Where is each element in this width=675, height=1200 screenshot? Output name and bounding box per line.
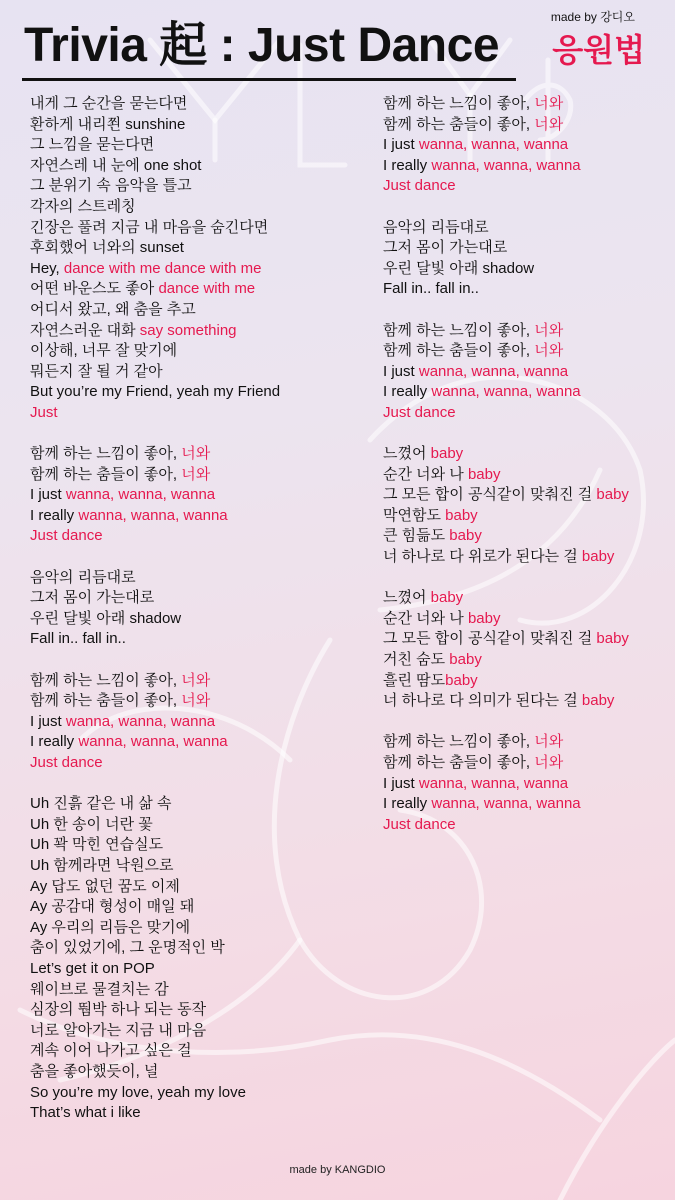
lyric-highlight: 너와: [534, 754, 564, 771]
lyric-line: [30, 197, 360, 218]
lyric-highlight: 너와: [181, 465, 211, 483]
lyric-highlight: baby: [430, 589, 464, 607]
lyric-text: But you’re my Friend, yeah my Friend: [30, 383, 281, 401]
header: [0, 0, 675, 90]
lyric-text: I really: [383, 383, 432, 401]
lyric-line: [383, 94, 668, 115]
lyric-highlight: 너와: [534, 733, 564, 751]
lyric-highlight: wanna, wanna, wanna: [78, 506, 228, 524]
lyric-highlight: wanna, wanna, wanna: [65, 712, 216, 730]
lyric-line: [383, 279, 668, 300]
lyric-text: Uh 한 송이 너란 꽃: [30, 815, 153, 833]
lyric-line: [383, 115, 668, 136]
lyric-text: 함께 하는 춤들이 좋아,: [383, 342, 535, 360]
lyric-text: 함께 하는 춤들이 좋아,: [383, 754, 535, 771]
lyric-line: [30, 794, 360, 815]
lyric-line: [30, 341, 360, 362]
cheer-guide-badge: 응원법: [552, 31, 645, 69]
lyric-text: I just: [30, 486, 66, 504]
lyric-highlight: baby: [581, 548, 615, 566]
lyric-text: 순간 너와 나: [383, 465, 468, 483]
lyric-line: [383, 609, 668, 630]
lyric-text: I really: [383, 795, 432, 813]
lyric-text: 함께 하는 춤들이 좋아,: [30, 465, 182, 483]
lyric-text: 느꼈어: [383, 589, 431, 607]
lyric-spacer: [30, 424, 360, 445]
lyric-text: Ay 공감대 형성이 매일 돼: [30, 898, 195, 916]
lyrics-column-left: [30, 94, 360, 1124]
lyric-text: Fall in.. fall in..: [383, 280, 479, 298]
lyric-spacer: [383, 568, 668, 589]
lyric-text: 순간 너와 나: [383, 609, 468, 627]
lyric-line: [383, 382, 668, 403]
lyric-highlight: baby: [449, 527, 482, 545]
lyric-text: Uh 함께라면 낙원으로: [30, 856, 174, 874]
lyric-line: [383, 547, 668, 568]
lyric-line: [383, 774, 668, 795]
lyric-line: [30, 403, 360, 424]
lyric-text: 우린 달빛 아래 shadow: [383, 259, 535, 277]
lyric-highlight: baby: [581, 692, 615, 710]
lyric-highlight: dance with me dance with me: [63, 259, 262, 277]
lyric-text: Uh 진흙 같은 내 삶 속: [30, 795, 172, 813]
lyric-line: [30, 382, 360, 403]
lyric-text: 웨이브로 물결치는 감: [30, 980, 169, 998]
lyric-line: [30, 156, 360, 177]
lyric-text: 너로 알아가는 지금 내 마음: [30, 1021, 207, 1039]
lyric-highlight: say something: [139, 321, 237, 339]
lyric-text: I just: [383, 136, 419, 154]
lyric-line: [383, 732, 668, 753]
lyric-line: [383, 238, 668, 259]
lyric-line: [30, 1021, 360, 1042]
lyric-line: [30, 218, 360, 239]
lyric-line: [30, 588, 360, 609]
lyric-line: [383, 321, 668, 342]
lyric-text: 함께 하는 느낌이 좋아,: [30, 671, 182, 689]
lyric-line: [30, 897, 360, 918]
lyric-highlight: baby: [467, 465, 501, 483]
lyric-text: 각자의 스트레칭: [30, 197, 136, 215]
lyric-text: 이상해, 너무 잘 맞기에: [30, 342, 178, 360]
lyric-spacer: [383, 300, 668, 321]
lyric-line: [383, 135, 668, 156]
lyric-line: [383, 485, 668, 506]
lyric-text: 음악의 리듬대로: [30, 568, 136, 586]
lyric-spacer: [383, 424, 668, 445]
lyric-line: [30, 629, 360, 650]
footer-credit: made by KANGDIO: [289, 1164, 386, 1176]
lyric-text: Hey,: [30, 259, 64, 277]
lyric-line: [30, 732, 360, 753]
lyric-text: 춤이 있었기에, 그 운명적인 박: [30, 939, 225, 957]
lyric-highlight: wanna, wanna, wanna: [65, 486, 216, 504]
lyric-line: [30, 712, 360, 733]
lyric-highlight: baby: [430, 445, 464, 463]
lyric-text: 함께 하는 춤들이 좋아,: [383, 115, 535, 133]
lyric-spacer: [383, 197, 668, 218]
lyric-highlight: 너와: [181, 671, 211, 689]
lyrics-column-right: [383, 94, 668, 835]
lyric-text: 너 하나로 다 위로가 된다는 걸: [383, 548, 582, 566]
lyric-text: 우린 달빛 아래 shadow: [30, 609, 182, 627]
lyric-line: [30, 609, 360, 630]
lyric-text: 그 모든 합이 공식같이 맞춰진 걸: [383, 486, 597, 504]
lyric-text: 큰 힘듦도: [383, 527, 450, 545]
lyric-text: 계속 이어 나가고 싶은 걸: [30, 1042, 192, 1060]
lyric-line: [30, 815, 360, 836]
lyric-text: 어떤 바운스도 좋아: [30, 280, 159, 298]
lyric-line: [383, 753, 668, 774]
lyric-text: I just: [383, 362, 419, 380]
lyric-text: 함께 하는 느낌이 좋아,: [383, 733, 535, 751]
lyric-highlight: wanna, wanna, wanna: [418, 362, 569, 380]
lyric-line: [30, 856, 360, 877]
lyric-line: [30, 877, 360, 898]
lyric-text: 환하게 내리쬔 sunshine: [30, 115, 186, 133]
lyric-line: [383, 526, 668, 547]
lyric-text: 자연스러운 대화: [30, 321, 140, 339]
lyric-line: [30, 485, 360, 506]
lyric-text: 그저 몸이 가는대로: [30, 589, 155, 607]
lyric-line: [30, 980, 360, 1001]
lyric-line: [30, 568, 360, 589]
lyric-highlight: 너와: [181, 445, 211, 463]
lyric-text: 심장의 뛈박 하나 되는 동작: [30, 1001, 207, 1019]
lyric-text: So you’re my love, yeah my love: [30, 1083, 246, 1101]
lyric-line: [383, 691, 668, 712]
lyric-line: [383, 588, 668, 609]
lyric-text: 함께 하는 느낌이 좋아,: [30, 445, 182, 463]
lyric-text: 그 느낌을 묻는다면: [30, 136, 155, 154]
lyric-text: 함께 하는 느낌이 좋아,: [383, 321, 535, 339]
lyric-line: [30, 526, 360, 547]
lyric-highlight: baby: [445, 671, 478, 689]
lyric-line: [30, 1103, 360, 1124]
lyric-highlight: 너와: [534, 115, 564, 133]
lyric-text: 어디서 왔고, 왜 춤을 추고: [30, 300, 196, 318]
lyric-line: [30, 938, 360, 959]
lyric-highlight: wanna, wanna, wanna: [418, 136, 569, 154]
lyric-text: 뭐든지 잘 될 거 같아: [30, 362, 163, 380]
made-by-label: made by 강디오: [550, 10, 635, 24]
lyric-line: [383, 176, 668, 197]
lyric-line: [383, 815, 668, 836]
lyric-line: [30, 259, 360, 280]
lyric-text: 긴장은 풀려 지금 내 마음을 숨긴다면: [30, 218, 269, 236]
lyric-text: 그저 몸이 가는대로: [383, 239, 508, 257]
lyric-text: I just: [30, 712, 66, 730]
lyric-line: [30, 671, 360, 692]
lyric-highlight: 너와: [534, 321, 564, 339]
lyric-text: 그 분위기 속 음악을 틀고: [30, 177, 192, 195]
lyric-highlight: baby: [596, 486, 629, 504]
lyric-text: 음악의 리듬대로: [383, 218, 489, 236]
lyric-line: [30, 238, 360, 259]
lyric-highlight: baby: [445, 506, 478, 524]
lyric-text: I just: [383, 774, 419, 792]
lyric-highlight: 너와: [181, 692, 211, 710]
lyric-highlight: Just dance: [30, 527, 103, 545]
lyric-text: Ay 우리의 리듬은 맞기에: [30, 918, 191, 936]
lyric-highlight: baby: [596, 630, 629, 648]
lyric-highlight: Just: [30, 403, 58, 421]
lyric-line: [383, 465, 668, 486]
lyric-highlight: dance with me: [158, 280, 256, 298]
lyric-highlight: Just dance: [30, 754, 103, 771]
lyric-text: 흘린 땀도: [383, 671, 446, 689]
lyric-line: [30, 321, 360, 342]
lyric-highlight: Just dance: [383, 815, 456, 833]
lyric-highlight: wanna, wanna, wanna: [431, 383, 581, 401]
lyric-line: [30, 1083, 360, 1104]
lyric-line: [383, 156, 668, 177]
lyric-line: [30, 465, 360, 486]
lyric-line: [30, 1062, 360, 1083]
lyric-line: [30, 279, 360, 300]
lyric-text: 막연함도: [383, 506, 446, 524]
lyric-line: [383, 259, 668, 280]
lyric-text: 자연스레 내 눈에 one shot: [30, 156, 202, 174]
lyric-line: [383, 794, 668, 815]
lyric-line: [30, 94, 360, 115]
lyric-spacer: [383, 712, 668, 733]
lyric-line: [30, 362, 360, 383]
lyric-text: 너 하나로 다 의미가 된다는 걸: [383, 692, 582, 710]
lyric-text: I really: [383, 156, 432, 174]
lyric-spacer: [30, 774, 360, 795]
lyric-text: I really: [30, 506, 79, 524]
lyric-text: 내게 그 순간을 묻는다면: [30, 95, 188, 112]
lyric-line: [383, 506, 668, 527]
lyric-line: [30, 300, 360, 321]
lyric-highlight: wanna, wanna, wanna: [78, 733, 228, 751]
lyric-line: [383, 629, 668, 650]
lyric-text: 거친 숨도: [383, 651, 450, 669]
lyric-line: [383, 671, 668, 692]
lyric-highlight: baby: [467, 609, 501, 627]
lyric-line: [383, 403, 668, 424]
lyric-text: 그 모든 합이 공식같이 맞춰진 걸: [383, 630, 597, 648]
lyric-line: [30, 691, 360, 712]
lyric-text: Let’s get it on POP: [30, 959, 155, 977]
lyric-line: [30, 1000, 360, 1021]
lyric-text: 함께 하는 춤들이 좋아,: [30, 692, 182, 710]
page-title: Trivia 起 : Just Dance: [24, 19, 500, 72]
lyric-line: [30, 835, 360, 856]
lyric-line: [30, 1041, 360, 1062]
lyric-line: [30, 115, 360, 136]
lyric-highlight: wanna, wanna, wanna: [431, 795, 581, 813]
lyric-line: [383, 362, 668, 383]
lyric-text: Ay 답도 없던 꿈도 이제: [30, 877, 180, 895]
lyric-spacer: [30, 547, 360, 568]
lyric-text: Fall in.. fall in..: [30, 630, 126, 648]
lyric-highlight: wanna, wanna, wanna: [418, 774, 569, 792]
lyric-line: [30, 918, 360, 939]
lyric-text: 춤을 좋아했듯이, 널: [30, 1062, 159, 1080]
lyric-text: 함께 하는 느낌이 좋아,: [383, 95, 535, 112]
lyric-text: Uh 꽉 막힌 연습실도: [30, 836, 164, 854]
lyric-line: [30, 176, 360, 197]
lyric-line: [383, 650, 668, 671]
lyric-line: [30, 444, 360, 465]
lyric-spacer: [30, 650, 360, 671]
title-underline: [22, 78, 516, 81]
lyric-line: [383, 341, 668, 362]
lyric-highlight: Just dance: [383, 403, 456, 421]
lyric-highlight: 너와: [534, 95, 564, 112]
lyric-line: [30, 506, 360, 527]
lyric-text: That’s what i like: [30, 1104, 141, 1122]
lyric-text: 느꼈어: [383, 445, 431, 463]
lyric-highlight: 너와: [534, 342, 564, 360]
lyric-highlight: baby: [449, 651, 482, 669]
lyric-line: [30, 753, 360, 774]
lyric-highlight: wanna, wanna, wanna: [431, 156, 581, 174]
lyric-line: [30, 959, 360, 980]
lyric-highlight: Just dance: [383, 177, 456, 195]
lyric-text: 후회했어 너와의 sunset: [30, 239, 184, 257]
lyric-text: I really: [30, 733, 79, 751]
lyric-line: [383, 218, 668, 239]
lyric-line: [30, 135, 360, 156]
lyric-line: [383, 444, 668, 465]
